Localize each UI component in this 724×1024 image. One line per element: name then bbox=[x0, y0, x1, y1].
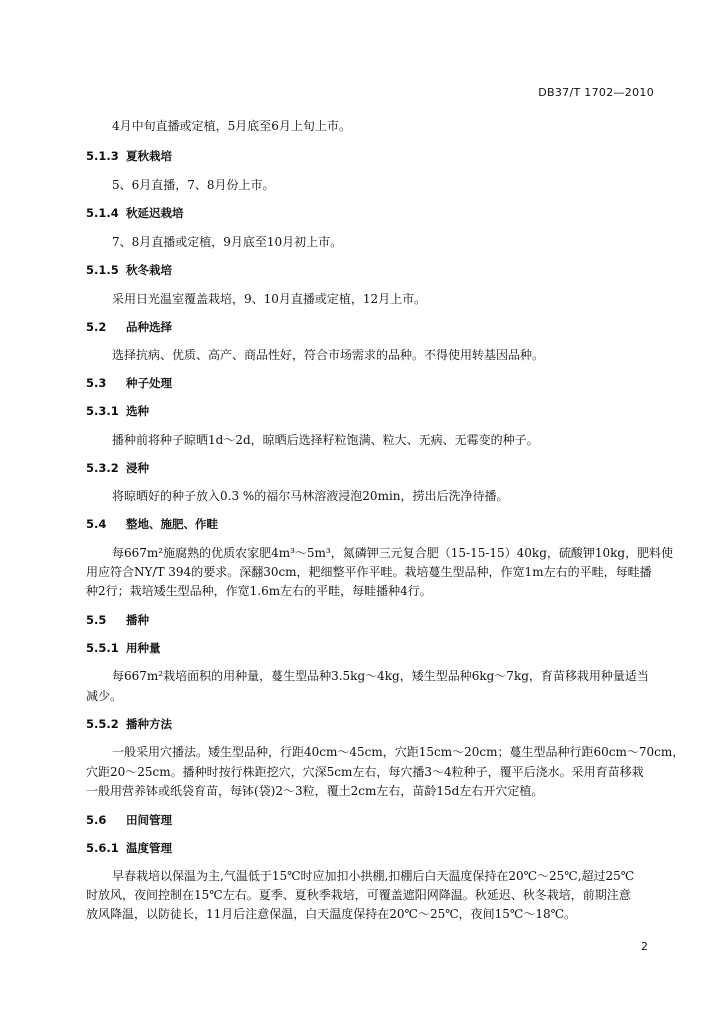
paragraph-line: 播种前将种子晾晒1d～2d，晾晒后选择籽粒饱满、粒大、无病、无霉变的种子。 bbox=[112, 433, 539, 447]
paragraph-line: 4月中旬直播或定植，5月底至6月上旬上市。 bbox=[112, 119, 351, 133]
section-title: 秋冬栽培 bbox=[126, 263, 172, 277]
section-title: 浸种 bbox=[126, 461, 149, 475]
paragraph-line: 采用日光温室覆盖栽培，9、10月直播或定植，12月上市。 bbox=[112, 292, 427, 306]
section-number: 5.3.2 bbox=[86, 461, 119, 475]
paragraph-line: 穴距20～25cm。播种时按行株距挖穴，穴深5cm左右，每穴播3～4粒种子，覆平后浇水。采用育苗移栽 bbox=[86, 765, 644, 779]
paragraph-line: 种2行；栽培矮生型品种，作宽1.6m左右的平畦，每畦播种4行。 bbox=[86, 584, 432, 598]
section-title: 选种 bbox=[126, 404, 149, 418]
section-title: 用种量 bbox=[126, 641, 161, 655]
section-heading bbox=[86, 612, 724, 628]
section-title: 播种方法 bbox=[126, 717, 172, 731]
paragraph-line: 5、6月直播，7、8月份上市。 bbox=[112, 178, 275, 192]
section-number: 5.1.3 bbox=[86, 149, 119, 163]
section-number: 5.5 bbox=[86, 613, 107, 627]
section-number: 5.1.5 bbox=[86, 263, 119, 277]
section-heading bbox=[86, 812, 724, 828]
section-number: 5.3.1 bbox=[86, 404, 119, 418]
section-number: 5.5.1 bbox=[86, 641, 119, 655]
section-heading bbox=[86, 840, 724, 856]
section-heading bbox=[86, 403, 724, 419]
section-heading bbox=[86, 319, 724, 335]
paragraph-line: 时放风，夜间控制在15℃左右。夏季、夏秋季栽培，可覆盖遮阳网降温。秋延迟、秋冬栽培，前期注意 bbox=[86, 888, 631, 902]
section-heading bbox=[86, 640, 724, 656]
section-heading bbox=[86, 375, 724, 391]
standard-code: DB37/T 1702—2010 bbox=[538, 86, 654, 99]
section-number: 5.5.2 bbox=[86, 717, 119, 731]
section-title: 种子处理 bbox=[126, 376, 172, 390]
paragraph-line: 每667m²栽培面积的用种量，蔓生型品种3.5kg～4kg，矮生型品种6kg～7kg，育苗移栽用种量适当 bbox=[112, 669, 649, 683]
section-heading bbox=[86, 516, 724, 532]
paragraph-line: 选择抗病、优质、高产、商品性好，符合市场需求的品种。不得使用转基因品种。 bbox=[112, 348, 545, 362]
section-title: 田间管理 bbox=[126, 813, 172, 827]
paragraph-line: 将晾晒好的种子放入0.3 %的福尔马林溶液浸泡20min，捞出后洗净待播。 bbox=[112, 489, 509, 503]
paragraph-line: 每667m²施腐熟的优质农家肥4m³～5m³，氮磷钾三元复合肥（15-15-15）40kg，硫酸钾10kg，肥料使 bbox=[112, 546, 674, 560]
section-heading bbox=[86, 148, 724, 164]
paragraph-line: 用应符合NY/T 394的要求。深翻30cm，耙细整平作平畦。栽培蔓生型品种，作宽1m左右的平畦，每畦播 bbox=[86, 565, 652, 579]
paragraph-line: 早春栽培以保温为主,气温低于15℃时应加扣小拱棚,扣棚后白天温度保持在20℃～25℃,超过25℃ bbox=[112, 869, 635, 883]
section-heading bbox=[86, 262, 724, 278]
paragraph-line: 一般采用穴播法。矮生型品种，行距40cm～45cm，穴距15cm～20cm；蔓生型品种行距60cm～70cm， bbox=[112, 745, 685, 759]
section-title: 秋延迟栽培 bbox=[126, 206, 184, 220]
section-title: 播种 bbox=[126, 613, 149, 627]
section-title: 温度管理 bbox=[126, 841, 172, 855]
section-heading bbox=[86, 716, 724, 732]
section-title: 品种选择 bbox=[126, 320, 172, 334]
section-number: 5.4 bbox=[86, 517, 107, 531]
paragraph-line: 一般用营养钵或纸袋育苗，每钵(袋)2～3粒，覆土2cm左右，苗龄15d左右开穴定植。 bbox=[86, 784, 544, 798]
paragraph-line: 放风降温，以防徒长，11月后注意保温，白天温度保持在20℃～25℃，夜间15℃～18℃。 bbox=[86, 907, 577, 921]
section-title: 夏秋栽培 bbox=[126, 149, 172, 163]
section-number: 5.2 bbox=[86, 320, 107, 334]
section-number: 5.6.1 bbox=[86, 841, 119, 855]
paragraph-line: 减少。 bbox=[86, 689, 123, 703]
section-heading bbox=[86, 460, 724, 476]
section-heading bbox=[86, 205, 724, 221]
section-number: 5.3 bbox=[86, 376, 107, 390]
section-number: 5.1.4 bbox=[86, 206, 119, 220]
page-number: 2 bbox=[641, 940, 648, 953]
paragraph-line: 7、8月直播或定植，9月底至10月初上市。 bbox=[112, 235, 343, 249]
section-number: 5.6 bbox=[86, 813, 107, 827]
section-title: 整地、施肥、作畦 bbox=[126, 517, 218, 531]
